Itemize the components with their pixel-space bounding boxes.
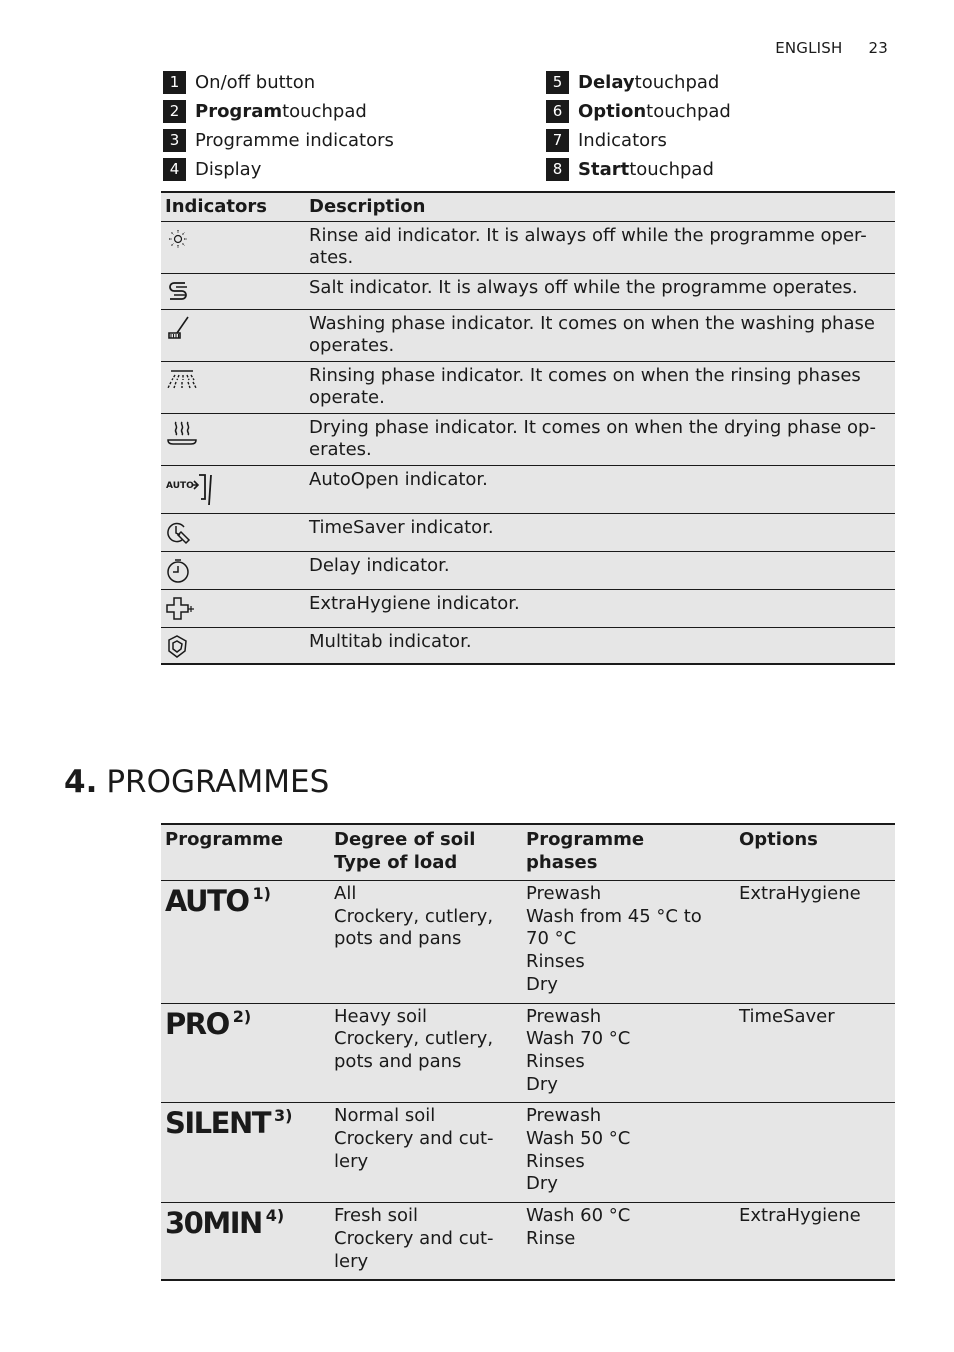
indicator-description: Rinsing phase indicator. It comes on when the rinsing phases operate. <box>305 362 895 414</box>
table-row <box>161 514 895 552</box>
legend-number: 5 <box>546 71 569 94</box>
indicator-description: Drying phase indicator. It comes on when the drying phase op-erates. <box>305 414 895 466</box>
indicator-description: AutoOpen indicator. <box>305 466 895 514</box>
phases-cell: Prewash Wash from 45 °C to 70 °C Rinses Dry <box>522 881 735 1004</box>
legend-number: 6 <box>546 100 569 123</box>
table-row <box>161 414 895 466</box>
column-header: Options <box>735 824 895 881</box>
phases-cell: Prewash Wash 70 °C Rinses Dry <box>522 1003 735 1103</box>
delay-icon <box>165 557 193 585</box>
legend-item: 4 Display <box>163 157 546 181</box>
indicator-description: ExtraHygiene indicator. <box>305 590 895 628</box>
legend-item: 6 Option touchpad <box>546 99 895 123</box>
indicator-description: Delay indicator. <box>305 552 895 590</box>
rinse-aid-icon <box>165 227 191 251</box>
timesaver-icon <box>165 519 193 547</box>
drying-phase-icon <box>165 419 199 447</box>
section-number: 4. <box>64 764 98 800</box>
options-cell: ExtraHygiene <box>735 881 895 1004</box>
table-row <box>161 552 895 590</box>
legend-number: 8 <box>546 158 569 181</box>
phases-cell: Wash 60 °C Rinse <box>522 1203 735 1281</box>
soil-load-cell: Fresh soil Crockery and cut- lery <box>330 1203 522 1281</box>
options-cell: ExtraHygiene <box>735 1203 895 1281</box>
legend-number: 7 <box>546 129 569 152</box>
table-row <box>161 274 895 310</box>
indicator-description: Washing phase indicator. It comes on when the washing phase operates. <box>305 310 895 362</box>
footnote-ref: 4) <box>265 1206 285 1226</box>
page-number: 23 <box>868 39 888 57</box>
multitab-icon <box>165 633 191 659</box>
table-row <box>161 362 895 414</box>
programme-name: SILENT 3) <box>161 1103 330 1203</box>
legend-item: 8 Start touchpad <box>546 157 895 181</box>
table-row <box>161 628 895 665</box>
rinsing-phase-icon <box>165 367 199 393</box>
legend-number: 3 <box>163 129 186 152</box>
indicator-description: Rinse aid indicator. It is always off while the programme oper-ates. <box>305 222 895 274</box>
column-header: Description <box>305 192 895 222</box>
column-header: Programme <box>161 824 330 881</box>
section-title <box>64 764 329 800</box>
indicator-description: Multitab indicator. <box>305 628 895 665</box>
footnote-ref: 1) <box>252 884 271 903</box>
table-row <box>161 466 895 514</box>
svg-text:AUTO: AUTO <box>166 481 194 491</box>
autoopen-icon <box>165 471 217 509</box>
table-row <box>161 1003 895 1103</box>
soil-load-cell: Heavy soil Crockery, cutlery, pots and pans <box>330 1003 522 1103</box>
column-header: Degree of soil Type of load <box>330 824 522 881</box>
table-row <box>161 881 895 1004</box>
language-label: ENGLISH <box>775 39 843 57</box>
control-panel-legend <box>163 70 895 181</box>
programme-name: PRO 2) <box>161 1003 330 1103</box>
legend-item: 1 On/off button <box>163 70 546 94</box>
programmes-table <box>161 823 895 1281</box>
legend-number: 2 <box>163 100 186 123</box>
soil-load-cell: Normal soil Crockery and cut- lery <box>330 1103 522 1203</box>
washing-phase-icon <box>165 315 191 341</box>
table-row <box>161 1103 895 1203</box>
programme-name: AUTO 1) <box>161 881 330 1004</box>
column-header: Programme phases <box>522 824 735 881</box>
table-row <box>161 1203 895 1281</box>
section-heading: PROGRAMMES <box>106 764 330 800</box>
table-header-row <box>161 824 895 881</box>
indicator-description: TimeSaver indicator. <box>305 514 895 552</box>
options-cell <box>735 1103 895 1203</box>
footnote-ref: 2) <box>232 1006 252 1026</box>
legend-item: 5 Delay touchpad <box>546 70 895 94</box>
options-cell: TimeSaver <box>735 1003 895 1103</box>
legend-item: 3 Programme indicators <box>163 128 546 152</box>
legend-number: 1 <box>163 71 186 94</box>
legend-item: 2 Program touchpad <box>163 99 546 123</box>
table-row <box>161 310 895 362</box>
soil-load-cell: All Crockery, cutlery, pots and pans <box>330 881 522 1004</box>
salt-icon <box>165 279 191 305</box>
table-header-row <box>161 192 895 222</box>
legend-number: 4 <box>163 158 186 181</box>
indicators-table <box>161 191 895 665</box>
indicator-description: Salt indicator. It is always off while the programme operates. <box>305 274 895 310</box>
column-header: Indicators <box>161 192 305 222</box>
table-row <box>161 590 895 628</box>
programme-name: 30MIN 4) <box>161 1203 330 1281</box>
extrahygiene-icon <box>165 595 197 623</box>
footnote-ref: 3) <box>274 1106 293 1126</box>
legend-item: 7 Indicators <box>546 128 895 152</box>
table-row <box>161 222 895 274</box>
page-header <box>775 39 888 57</box>
phases-cell: Prewash Wash 50 °C Rinses Dry <box>522 1103 735 1203</box>
